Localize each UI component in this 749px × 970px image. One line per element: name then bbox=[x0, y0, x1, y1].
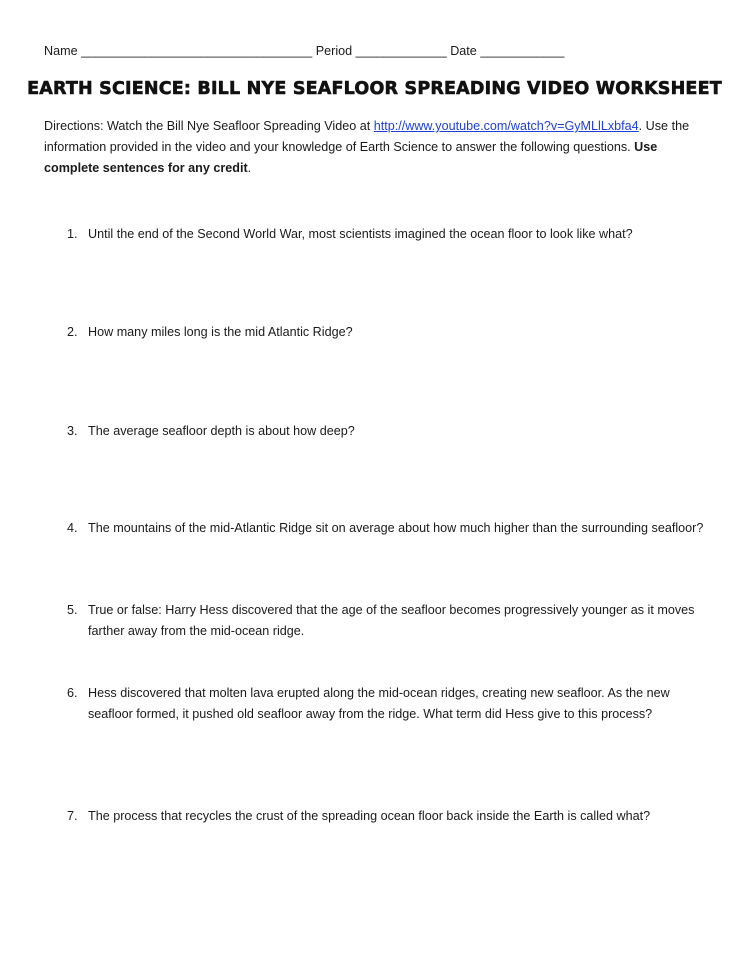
date-blank[interactable]: ____________ bbox=[480, 44, 565, 58]
directions-emphasis: Use complete sentences for any credit bbox=[44, 140, 658, 175]
directions-prefix: Directions: Watch the Bill Nye Seafloor Spreading Video at bbox=[44, 119, 374, 133]
question-number: 1. bbox=[67, 227, 78, 241]
directions-body: . Use the information provided in the video and your knowledge of Earth Science to answer the following questions. bbox=[44, 119, 690, 154]
student-info-header bbox=[44, 44, 564, 58]
question-3 bbox=[67, 421, 707, 442]
question-number: 3. bbox=[67, 424, 78, 438]
question-text: True or false: Harry Hess discovered that the age of the seafloor becomes progressively younger as it moves farther away from the mid-ocean ridge. bbox=[88, 603, 695, 638]
period-label: Period bbox=[315, 44, 353, 58]
date-label: Date bbox=[450, 44, 477, 58]
question-4 bbox=[67, 518, 707, 539]
question-6 bbox=[67, 683, 707, 725]
question-number: 7. bbox=[67, 809, 78, 823]
question-2 bbox=[67, 322, 707, 343]
question-text: How many miles long is the mid Atlantic Ridge? bbox=[88, 325, 353, 339]
question-text: Hess discovered that molten lava erupted along the mid-ocean ridges, creating new seafloor. As the new seafloor formed, it pushed old seafloor away from the ridge. What term did Hess give to this process? bbox=[88, 686, 670, 721]
question-text: Until the end of the Second World War, most scientists imagined the ocean floor to look like what? bbox=[88, 227, 633, 241]
name-label: Name bbox=[44, 44, 78, 58]
question-number: 5. bbox=[67, 603, 78, 617]
video-link[interactable]: http://www.youtube.com/watch?v=GyMLlLxbfa4 bbox=[373, 119, 639, 133]
question-7 bbox=[67, 806, 707, 827]
directions-paragraph bbox=[44, 116, 704, 179]
question-number: 2. bbox=[67, 325, 78, 339]
question-number: 6. bbox=[67, 686, 78, 700]
name-blank[interactable]: _________________________________ bbox=[81, 44, 313, 58]
question-text: The mountains of the mid-Atlantic Ridge sit on average about how much higher than the surrounding seafloor? bbox=[88, 521, 704, 535]
directions-end: . bbox=[247, 161, 252, 175]
question-text: The average seafloor depth is about how deep? bbox=[88, 424, 355, 438]
period-blank[interactable]: _____________ bbox=[355, 44, 447, 58]
question-1 bbox=[67, 224, 707, 245]
question-5 bbox=[67, 600, 707, 642]
question-number: 4. bbox=[67, 521, 78, 535]
question-text: The process that recycles the crust of the spreading ocean floor back inside the Earth is called what? bbox=[88, 809, 651, 823]
worksheet-title: EARTH SCIENCE: BILL NYE SEAFLOOR SPREADING VIDEO WORKSHEET bbox=[27, 79, 722, 99]
